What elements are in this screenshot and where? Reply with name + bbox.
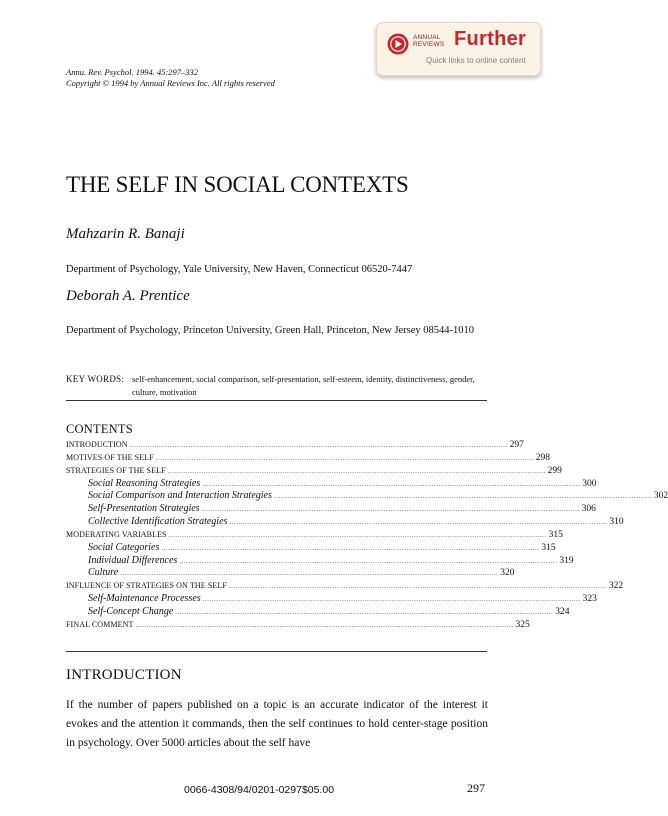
copyright-line: Copyright © 1994 by Annual Reviews Inc. All rights reserved [66, 77, 275, 88]
annual-reviews-logo-icon [387, 33, 409, 55]
toc-entry[interactable]: Self-Maintenance Processes ........................................................................................................................................................................ 323 [88, 593, 597, 605]
author-name: Deborah A. Prentice [66, 288, 190, 304]
toc-entry[interactable]: Social Categories ........................................................................................................................................................................ 315 [88, 541, 556, 553]
table-of-contents [66, 439, 668, 632]
article-title: THE SELF IN SOCIAL CONTEXTS [66, 172, 409, 197]
toc-entry[interactable]: Culture ........................................................................................................................................................................ 320 [88, 567, 515, 579]
toc-entry[interactable]: Social Comparison and Interaction Strategies ........................................................................................................................................................................ 302 [88, 490, 668, 502]
toc-entry[interactable]: Collective Identification Strategies ........................................................................................................................................................................ 310 [88, 516, 624, 528]
toc-entry[interactable]: INFLUENCE OF STRATEGIES ON THE SELF ........................................................................................................................................................................ 322 [66, 581, 624, 592]
publisher-name: ANNUAL REVIEWS [413, 34, 445, 48]
toc-entry[interactable]: FINAL COMMENT ........................................................................................................................................................................ 325 [66, 619, 530, 630]
toc-entry[interactable]: Self-Concept Change ........................................................................................................................................................................ 324 [88, 605, 570, 617]
divider-rule [66, 400, 487, 401]
toc-entry[interactable]: Social Reasoning Strategies ........................................................................................................................................................................ 300 [88, 477, 597, 489]
body-paragraph: If the number of papers published on a topic is an accurate indicator of the interest it evokes and the attention it commands, then the self continues to hold center-stage position in psychology. Over 5000 articles about the self have [66, 699, 488, 749]
section-heading: INTRODUCTION [66, 667, 182, 683]
author-name: Mahzarin R. Banaji [66, 226, 185, 242]
price-code: 0066-4308/94/0201-0297$05.00 [184, 784, 335, 796]
divider-rule [66, 651, 487, 652]
page-number: 297 [467, 781, 485, 795]
toc-entry[interactable]: STRATEGIES OF THE SELF ........................................................................................................................................................................ 299 [66, 465, 562, 476]
toc-entry[interactable]: Self-Presentation Strategies ........................................................................................................................................................................ 306 [88, 503, 596, 515]
further-badge[interactable] [376, 22, 541, 76]
toc-entry[interactable]: Individual Differences ........................................................................................................................................................................ 319 [88, 554, 574, 566]
citation-line: Annu. Rev. Psychol. 1994. 45:297–332 [66, 67, 199, 77]
keywords-label: KEY WORDS: [66, 374, 125, 384]
toc-entry[interactable]: INTRODUCTION ........................................................................................................................................................................ 297 [66, 440, 524, 450]
toc-entry[interactable]: MODERATING VARIABLES ........................................................................................................................................................................ 315 [66, 529, 563, 540]
contents-heading: CONTENTS [66, 422, 133, 436]
keywords-text: self-enhancement, social comparison, self-presentation, self-esteem, identity, distinctiveness, gender, culture, motivation [132, 374, 475, 397]
toc-entry[interactable]: MOTIVES OF THE SELF ........................................................................................................................................................................ 298 [66, 452, 551, 463]
further-label: Further [454, 28, 527, 50]
journal-header [66, 67, 275, 88]
author-affiliation: Department of Psychology, Princeton University, Green Hall, Princeton, New Jersey 08544-1010 [66, 325, 475, 336]
quick-links-text: Quick links to online content [426, 56, 526, 65]
author-affiliation: Department of Psychology, Yale University, New Haven, Connecticut 06520-7447 [66, 264, 413, 275]
